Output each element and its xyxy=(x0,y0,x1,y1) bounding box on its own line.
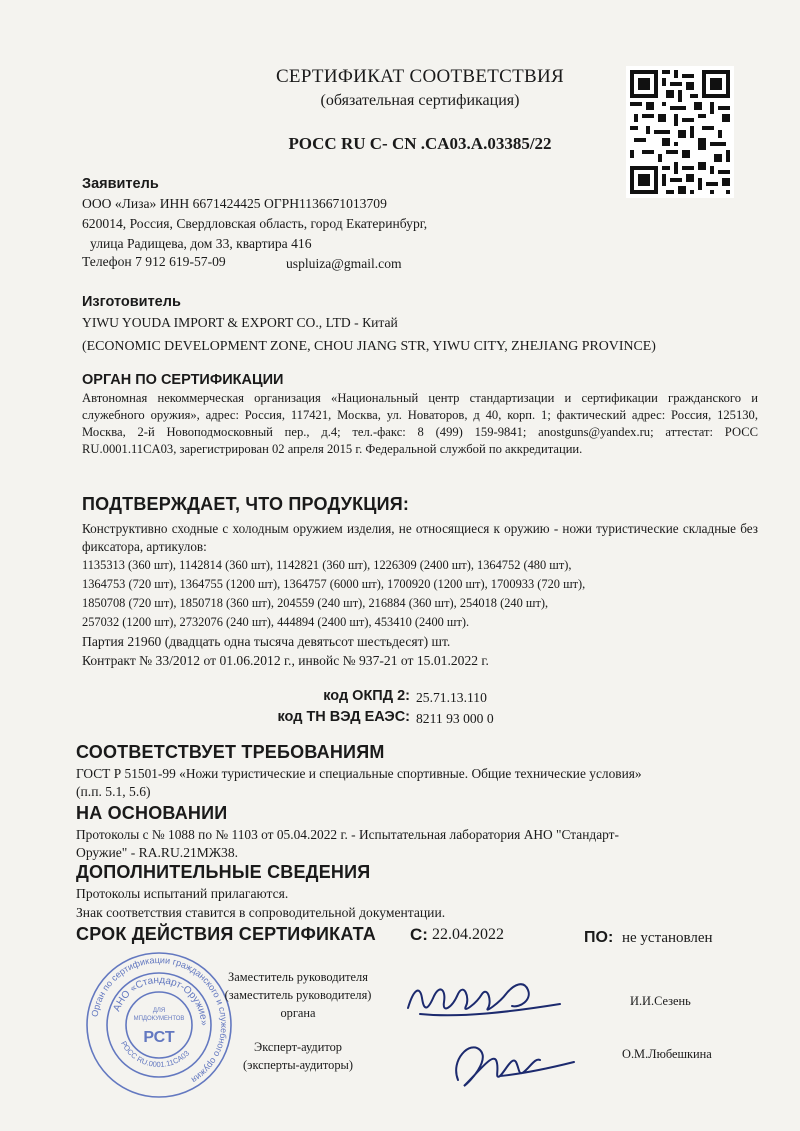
product-heading: ПОДТВЕРЖДАЕТ, ЧТО ПРОДУКЦИЯ: xyxy=(82,494,410,514)
signer-1-role-line-3: органа xyxy=(280,1006,316,1020)
requirements-line-1: ГОСТ Р 51501-99 «Ножи туристические и специальные спортивные. Общие технические условия» xyxy=(76,766,642,781)
certificate-subtitle: (обязательная сертификация) xyxy=(320,92,520,109)
stamp-center-top: ДЛЯ xyxy=(152,1008,166,1014)
basis-line-1: Протоколы с № 1088 по № 1103 от 05.04.2022 г. - Испытательная лаборатория АНО "Стандарт- xyxy=(76,827,619,842)
stamp-inner-top: АНО «Стандарт-Оружие» xyxy=(111,974,210,1026)
manufacturer-line-2: (ECONOMIC DEVELOPMENT ZONE, CHOU JIANG STR, YIWU CITY, ZHEJIANG PROVINCE) xyxy=(82,339,656,354)
batch-text: Партия 21960 (двадцать одна тысяча девятьсот шестьдесят) шт. xyxy=(82,634,451,649)
tnved-label: код ТН ВЭД ЕАЭС: xyxy=(277,709,410,725)
basis-heading: НА ОСНОВАНИИ xyxy=(76,803,228,823)
requirements-line-2: (п.п. 5.1, 5.6) xyxy=(76,784,151,799)
okpd-label: код ОКПД 2: xyxy=(323,688,410,704)
stamp-center-mid: МПДОКУМЕНТОВ xyxy=(133,1016,185,1022)
manufacturer-line-1: YIWU YOUDA IMPORT & EXPORT CO., LTD - Китай xyxy=(82,315,398,330)
applicant-line-1: ООО «Лиза» ИНН 6671424425 ОГРН1136671013709 xyxy=(82,196,387,211)
stamp-inner-bottom: РОСС RU.0001.11СА03 xyxy=(119,1039,192,1070)
validity-heading: СРОК ДЕЙСТВИЯ СЕРТИФИКАТА xyxy=(76,924,376,944)
additional-line-2: Знак соответствия ставится в сопроводительной документации. xyxy=(76,905,446,920)
articles-line-3: 1850708 (720 шт), 1850718 (360 шт), 204559 (240 шт), 216884 (360 шт), 254018 (240 шт), xyxy=(82,596,549,610)
validity-from-label: С: xyxy=(410,925,428,944)
certification-body-heading: ОРГАН ПО СЕРТИФИКАЦИИ xyxy=(82,372,284,388)
signer-2-name: О.М.Любешкина xyxy=(622,1047,712,1061)
articles-line-4: 257032 (1200 шт), 2732076 (240 шт), 444894 (2400 шт), 453410 (2400 шт). xyxy=(82,615,470,629)
tnved-value: 8211 93 000 0 xyxy=(416,711,494,726)
applicant-phone: Телефон 7 912 619-57-09 xyxy=(82,254,226,269)
validity-to-label: ПО: xyxy=(584,929,614,946)
applicant-email: uspluiza@gmail.com xyxy=(286,256,402,271)
signer-1-role-line-1: Заместитель руководителя xyxy=(228,970,368,984)
articles-line-2: 1364753 (720 шт), 1364755 (1200 шт), 1364757 (6000 шт), 1700920 (1200 шт), 1700933 (720 шт), xyxy=(82,577,586,591)
certificate-number: РОСС RU C- CN .CA03.A.03385/22 xyxy=(288,134,552,153)
additional-heading: ДОПОЛНИТЕЛЬНЫЕ СВЕДЕНИЯ xyxy=(76,862,371,882)
stamp-mark: РСТ xyxy=(143,1029,175,1046)
okpd-value: 25.71.13.110 xyxy=(416,690,487,705)
basis-line-2: Оружие" - RA.RU.21МЖ38. xyxy=(76,845,239,860)
signer-1-name: И.И.Сезень xyxy=(630,994,691,1008)
signer-1-role-line-2: (заместитель руководителя) xyxy=(224,988,372,1002)
signer-2-role-line-2: (эксперты-аудиторы) xyxy=(243,1058,353,1072)
stamp-outer-text: Орган по сертификации гражданского и служебного оружия xyxy=(89,954,230,1086)
validity-from-value: 22.04.2022 xyxy=(432,926,504,943)
product-description: Конструктивно сходные с холодным оружием изделия, не относящиеся к оружию - ножи туристические складные без фиксатора, артикулов: xyxy=(82,521,758,554)
validity-to-value: не установлен xyxy=(622,930,713,946)
signer-2-role-line-1: Эксперт-аудитор xyxy=(254,1040,342,1054)
certification-body-text: Автономная некоммерческая организация «Национальный центр стандартизации и сертификации гражданского и служебного оружия», адрес: Россия, 117421, Москва, ул. Новаторов, д 40, корп. 1; фактический адрес: Россия, 125130, Москва, 2-й Новоподмосковный пер., д.4; тел.-факс: 8 (499) 159-9841; anostguns@yandex.ru; аттестат: РОСС RU.0001.11CA03, зарегистрирован 02 апреля 2015 г. Федеральной службой по аккредитации. xyxy=(82,391,758,456)
contract-text: Контракт № 33/2012 от 01.06.2012 г., инвойс № 937-21 от 15.01.2022 г. xyxy=(82,653,489,668)
signature-2-icon xyxy=(440,1030,580,1094)
signature-1-icon xyxy=(400,968,570,1034)
applicant-line-2: 620014, Россия, Свердловская область, город Екатеринбург, xyxy=(82,216,428,231)
applicant-line-3: улица Радищева, дом 33, квартира 416 xyxy=(90,236,312,251)
applicant-heading: Заявитель xyxy=(82,176,159,192)
articles-line-1: 1135313 (360 шт), 1142814 (360 шт), 1142821 (360 шт), 1226309 (2400 шт), 1364752 (480 шт), xyxy=(82,558,572,572)
additional-line-1: Протоколы испытаний прилагаются. xyxy=(76,886,289,901)
manufacturer-heading: Изготовитель xyxy=(82,294,181,310)
requirements-heading: СООТВЕТСТВУЕТ ТРЕБОВАНИЯМ xyxy=(76,742,385,762)
certificate-title: СЕРТИФИКАТ СООТВЕТСТВИЯ xyxy=(275,66,565,87)
qr-code-icon xyxy=(626,66,734,198)
